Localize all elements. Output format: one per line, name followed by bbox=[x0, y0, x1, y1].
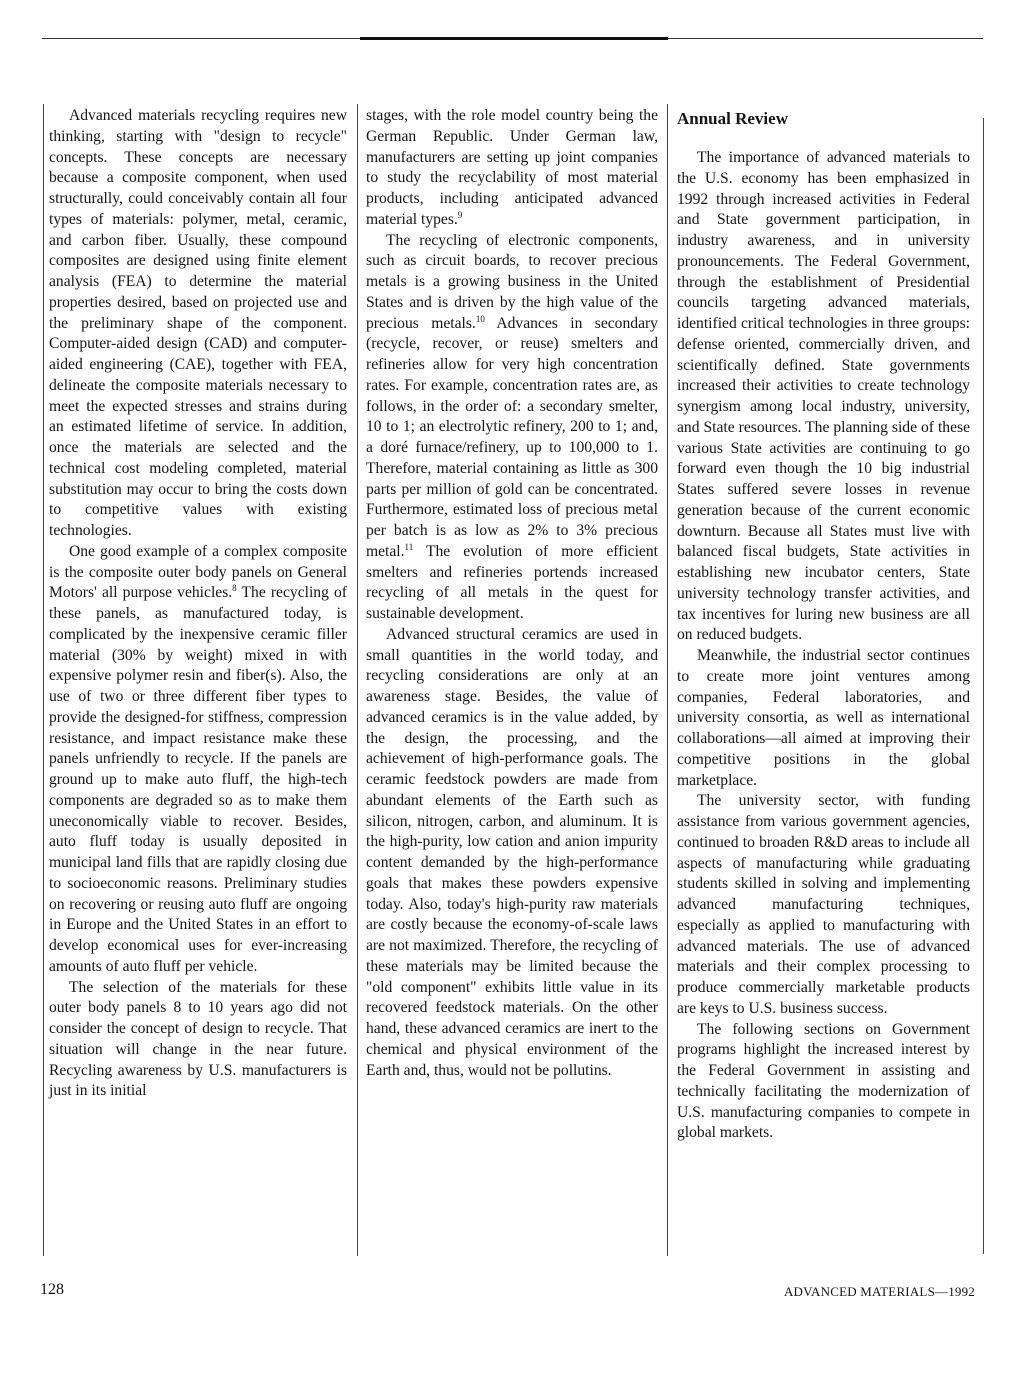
paragraph-text: One good example of a complex composite is the composite outer body panels on General Motors' all purpose vehicles. bbox=[49, 542, 347, 602]
text-column-1 bbox=[49, 106, 347, 1102]
column-rule-middle-left bbox=[357, 104, 358, 1256]
paragraph-text: The evolution of more efficient smelters and refineries portends increased recycling of all metals in the quest for sustainable development. bbox=[366, 542, 658, 622]
text-column-2 bbox=[366, 106, 658, 1081]
paragraph: Meanwhile, the industrial sector continues to create more joint ventures among companies, Federal laboratories, and university consortia, as well as international collaborations—all aimed at improving their competitive positions in the global marketplace. bbox=[677, 647, 970, 789]
top-rule-accent bbox=[360, 37, 668, 40]
footnote-ref: 10 bbox=[475, 313, 485, 324]
paragraph: The importance of advanced materials to the U.S. economy has been emphasized in 1992 through increased activities in Federal and State government participation, in industry awareness, and in university pronouncements. The Federal Government, through the establishment of Presidential councils targeting advanced materials, identified critical technologies in three groups: defense oriented, commercially driven, and scientifically defined. State governments increased their activities to create technology synergism among local industry, university, and State resources. The planning side of these various State activities are continuing to go forward even though the 10 big industrial States suffered severe losses in revenue generation because of the current economic downturn. Because all States must live with balanced fiscal budgets, State activities in establishing new incubator centers, State university technology transfer activities, and tax incentives for luring new business are all on reduced budgets. bbox=[677, 149, 970, 644]
paragraph bbox=[366, 231, 658, 625]
paragraph-text: Advances in secondary (recycle, recover, or reuse) smelters and refineries allow for very high concentration rates. For example, concentration rates are, as follows, in the order of: a secondary smelter, 10 to 1; an electrolytic refinery, 200 to 1; and, a doré furnace/refinery, up to 100,000 to 1. Therefore, material containing as little as 300 parts per million of gold can be concentrated. Furthermore, estimated loss of precious metal per batch is as low as 2% to 3% precious metal. bbox=[366, 314, 658, 560]
paragraph-text: stages, with the role model country being the German Republic. Under German law, manufacturers are setting up joint companies to study the recyclability of most material products, including anticipated advanced material types. bbox=[366, 107, 658, 228]
footnote-ref: 8 bbox=[232, 583, 237, 594]
paragraph-text: The recycling of these panels, as manufactured today, is complicated by the inexpensive ceramic filler material (30% by weight) mixed in with expensive polymer resin and fiber(s). Also, the use of two or three different fiber types to provide the designed-for stiffness, compression resistance, and impact resistance make these panels unfriendly to recycle. If the panels are ground up to make auto fluff, the high-tech components are degraded so as to make them uneconomically viable to recover. Besides, auto fluff today is usually deposited in municipal land fills that are rapidly closing due to socioeconomic reasons. Preliminary studies on recovering or reusing auto fluff are ongoing in Europe and the United States in an effort to develop economical uses for ever-increasing amounts of auto fluff per vehicle. bbox=[49, 584, 347, 975]
text-column-3 bbox=[677, 106, 970, 1144]
paragraph: Advanced structural ceramics are used in small quantities in the world today, and recycling considerations are only at an awareness stage. Besides, the value of advanced ceramics is in the value added, by the design, the processing, and the achievement of high-performance goals. The ceramic feedstock powders are made from abundant elements of the Earth such as silicon, nitrogen, carbon, and aluminum. It is the high-purity, low cation and anion impurity content demanded by the high-performance goals that makes these powders expensive today. Also, today's high-purity raw materials are costly because the economy-of-scale laws are not maximized. Therefore, the recycling of these materials may be limited because the "old component" exhibits little value in its recovered feedstock materials. On the other hand, these advanced ceramics are inert to the chemical and physical environment of the Earth and, thus, would not be pollutins. bbox=[366, 625, 658, 1079]
column-rule-right bbox=[983, 118, 984, 1254]
column-rule-middle-right bbox=[667, 104, 668, 1256]
paragraph-text: The recycling of electronic components, such as circuit boards, to recover precious metals is a growing business in the United States and is driven by the high value of the precious metals. bbox=[366, 231, 658, 332]
footnote-ref: 11 bbox=[404, 541, 414, 552]
page-number: 128 bbox=[40, 1281, 64, 1298]
paragraph bbox=[366, 106, 658, 231]
paragraph: Advanced materials recycling requires new thinking, starting with "design to recycle" concepts. These concepts are necessary because a composite component, when used structurally, could conceivably contain all four types of materials: polymer, metal, ceramic, and carbon fiber. Usually, these compound composites are designed using finite element analysis (FEA) to determine the material properties desired, based on projected use and the preliminary shape of the component. Computer-aided design (CAD) and computer-aided engineering (CAE), together with FEA, delineate the composite materials necessary to meet the expected stresses and strains during an estimated lifetime of service. In addition, once the materials are selected and the technical cost modeling completed, material substitution may occur to bring the costs down to competitive values with existing technologies. bbox=[49, 107, 347, 539]
paragraph: The university sector, with funding assistance from various government agencies, continued to broaden R&D areas to include all aspects of manufacturing while graduating students skilled in solving and implementing advanced manufacturing techniques, especially as applied to manufacturing with advanced materials. The use of advanced materials and their complex processing to produce commercially marketable products are keys to U.S. business success. bbox=[677, 792, 970, 1017]
paragraph: The selection of the materials for these outer body panels 8 to 10 years ago did not consider the concept of design to recycle. That situation will change in the near future. Recycling awareness by U.S. manufacturers is just in its initial bbox=[49, 978, 347, 1100]
section-heading: Annual Review bbox=[677, 109, 788, 128]
running-footer-title: ADVANCED MATERIALS—1992 bbox=[783, 1284, 975, 1299]
paragraph bbox=[49, 542, 347, 978]
paragraph: The following sections on Government programs highlight the increased interest by the Federal Government in assisting and technically facilitating the modernization of U.S. manufacturing companies to compete in global markets. bbox=[677, 1020, 970, 1142]
footnote-ref: 9 bbox=[457, 209, 463, 220]
column-rule-left bbox=[43, 104, 44, 1256]
